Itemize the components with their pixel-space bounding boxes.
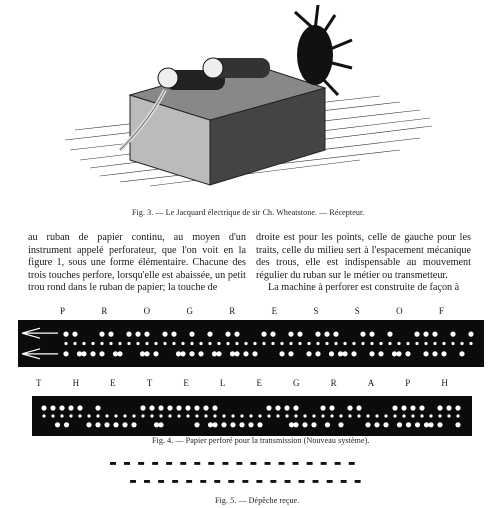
- tape-1-letters: [60, 306, 444, 316]
- center-feed-hole: [78, 414, 81, 417]
- perforation: [158, 422, 163, 427]
- center-feed-hole: [276, 414, 279, 417]
- tape-letter: P: [405, 378, 411, 388]
- perforation: [284, 405, 289, 410]
- perforation: [167, 405, 172, 410]
- center-feed-hole: [154, 342, 157, 345]
- perforation: [450, 332, 455, 337]
- perforation: [216, 351, 221, 356]
- perforation: [356, 405, 361, 410]
- perforation: [104, 422, 109, 427]
- perforation: [329, 405, 334, 410]
- perforation: [302, 422, 307, 427]
- jacquard-receiver-engraving: [60, 0, 480, 205]
- center-feed-hole: [357, 414, 360, 417]
- perforation: [153, 351, 158, 356]
- left-column-text: [28, 232, 246, 295]
- perforation: [140, 405, 145, 410]
- perforation: [468, 332, 473, 337]
- perforation: [203, 405, 208, 410]
- tape-letter: A: [367, 378, 375, 388]
- perforation: [95, 422, 100, 427]
- center-feed-hole: [51, 414, 54, 417]
- perforation: [338, 351, 343, 356]
- received-dispatch-line-1: ▬ ▬ ▬ ▬ ▬ ▬ ▬ ▬ ▬ ▬ ▬ ▬ ▬ ▬ ▬ ▬ ▬ ▬: [110, 458, 356, 469]
- perforation: [63, 332, 68, 337]
- tape-letter: O: [396, 306, 403, 316]
- perforation: [397, 422, 402, 427]
- center-feed-hole: [352, 342, 355, 345]
- perforation: [289, 422, 294, 427]
- center-feed-hole: [249, 414, 252, 417]
- center-feed-hole: [456, 414, 459, 417]
- perforated-tape-2: [32, 396, 472, 436]
- center-feed-hole: [438, 414, 441, 417]
- perforation: [423, 332, 428, 337]
- perforation: [243, 351, 248, 356]
- center-feed-hole: [208, 342, 211, 345]
- center-feed-hole: [289, 342, 292, 345]
- perforation: [293, 405, 298, 410]
- perforation: [234, 332, 239, 337]
- center-feed-hole: [258, 414, 261, 417]
- perforation: [126, 332, 131, 337]
- center-feed-hole: [105, 414, 108, 417]
- perforation: [189, 332, 194, 337]
- perforation: [378, 351, 383, 356]
- perforation: [194, 405, 199, 410]
- center-feed-hole: [379, 342, 382, 345]
- tape-letter: E: [183, 378, 189, 388]
- perforation: [72, 332, 77, 337]
- center-feed-hole: [42, 414, 45, 417]
- perforation: [325, 422, 330, 427]
- center-feed-hole: [280, 342, 283, 345]
- figure-3-caption: Fig. 3. — Le Jacquard électrique de sir Ch. Wheatstone. — Récepteur.: [132, 208, 365, 217]
- center-feed-hole: [460, 342, 463, 345]
- center-feed-hole: [195, 414, 198, 417]
- center-feed-hole: [163, 342, 166, 345]
- tape-letter: G: [186, 306, 193, 316]
- perforation: [419, 405, 424, 410]
- perforation: [176, 351, 181, 356]
- perforation: [329, 351, 334, 356]
- perforation: [55, 422, 60, 427]
- perforation: [207, 332, 212, 337]
- perforation: [387, 332, 392, 337]
- center-feed-hole: [429, 414, 432, 417]
- center-feed-hole: [235, 342, 238, 345]
- center-feed-hole: [370, 342, 373, 345]
- center-feed-hole: [271, 342, 274, 345]
- center-feed-hole: [204, 414, 207, 417]
- perforation: [392, 351, 397, 356]
- center-feed-hole: [114, 414, 117, 417]
- perforation: [90, 351, 95, 356]
- perforation: [383, 422, 388, 427]
- center-feed-hole: [96, 414, 99, 417]
- left-column-paragraph: au ruban de papier continu, au moyen d'un instrument appelé perforateur, que l'on voit en la figure 1, sous une forme élémentaire. Chacune des trois touches perfore, lorsqu'elle est abaissée, un petit trou rond dans le ruban de papier; la touche de: [28, 232, 246, 294]
- perforation: [86, 422, 91, 427]
- center-feed-hole: [100, 342, 103, 345]
- center-feed-hole: [262, 342, 265, 345]
- perforation: [324, 332, 329, 337]
- perforation: [347, 405, 352, 410]
- perforation: [401, 405, 406, 410]
- tape-letter: E: [256, 378, 262, 388]
- perforation: [338, 422, 343, 427]
- center-feed-hole: [348, 414, 351, 417]
- perforation: [212, 422, 217, 427]
- center-feed-hole: [384, 414, 387, 417]
- perforation: [189, 351, 194, 356]
- figure-5-caption: Fig. 5. — Dépêche reçue.: [215, 496, 300, 505]
- perforation: [149, 405, 154, 410]
- tape-letter: E: [271, 306, 278, 316]
- center-feed-hole: [190, 342, 193, 345]
- perforation: [374, 422, 379, 427]
- perforation: [306, 351, 311, 356]
- perforation: [248, 422, 253, 427]
- tape-letter: H: [441, 378, 448, 388]
- perforation: [414, 332, 419, 337]
- perforation: [198, 351, 203, 356]
- tape-letter: T: [36, 378, 42, 388]
- perforation: [257, 422, 262, 427]
- figure-4-caption: Fig. 4. — Papier perforé pour la transmission (Nouveau système).: [152, 436, 370, 445]
- center-feed-hole: [267, 414, 270, 417]
- center-feed-hole: [388, 342, 391, 345]
- perforation: [392, 405, 397, 410]
- perforation: [297, 332, 302, 337]
- tape-letter: R: [330, 378, 337, 388]
- center-feed-hole: [231, 414, 234, 417]
- perforation: [63, 351, 68, 356]
- perforation: [266, 405, 271, 410]
- center-feed-hole: [60, 414, 63, 417]
- perforation: [360, 332, 365, 337]
- tape-letter: R: [229, 306, 236, 316]
- center-feed-hole: [69, 414, 72, 417]
- center-feed-hole: [420, 414, 423, 417]
- perforation: [171, 332, 176, 337]
- perforation: [261, 332, 266, 337]
- perforation: [185, 405, 190, 410]
- perforation: [113, 422, 118, 427]
- center-feed-hole: [442, 342, 445, 345]
- center-feed-hole: [168, 414, 171, 417]
- perforation: [208, 422, 213, 427]
- perforation: [158, 405, 163, 410]
- perforation: [437, 422, 442, 427]
- perforation: [441, 351, 446, 356]
- tape-letter: O: [143, 306, 151, 316]
- perforation: [212, 405, 217, 410]
- perforation: [140, 351, 145, 356]
- perforation: [230, 351, 235, 356]
- perforation: [99, 332, 104, 337]
- perforated-tape-1: [18, 320, 484, 367]
- right-column-paragraph-1: droite est pour les points, celle de gauche pour les traits, celle du milieu sert à l'espacement mécanique des trous, elle est indispensable au mouvement régulier du ruban sur le métier ou transmetteur.: [256, 232, 471, 281]
- perforation: [369, 351, 374, 356]
- perforation: [315, 332, 320, 337]
- center-feed-hole: [321, 414, 324, 417]
- perforation: [162, 332, 167, 337]
- perforation: [311, 422, 316, 427]
- center-feed-hole: [285, 414, 288, 417]
- center-feed-hole: [150, 414, 153, 417]
- perforation: [64, 422, 69, 427]
- center-feed-hole: [244, 342, 247, 345]
- center-feed-hole: [298, 342, 301, 345]
- center-feed-hole: [253, 342, 256, 345]
- perforation: [230, 422, 235, 427]
- center-feed-hole: [375, 414, 378, 417]
- perforation: [428, 422, 433, 427]
- perforation: [41, 405, 46, 410]
- perforation: [131, 422, 136, 427]
- center-feed-hole: [393, 414, 396, 417]
- tape-letter: E: [110, 378, 116, 388]
- perforation: [423, 351, 428, 356]
- perforation: [77, 351, 82, 356]
- tape-letter: G: [293, 378, 300, 388]
- center-feed-hole: [172, 342, 175, 345]
- center-feed-hole: [411, 414, 414, 417]
- center-feed-hole: [303, 414, 306, 417]
- perforation: [122, 422, 127, 427]
- tape-letter: H: [72, 378, 80, 388]
- tape-letter: P: [60, 306, 66, 316]
- center-feed-hole: [226, 342, 229, 345]
- center-feed-hole: [109, 342, 112, 345]
- center-feed-hole: [141, 414, 144, 417]
- center-feed-hole: [402, 414, 405, 417]
- perforation: [81, 351, 86, 356]
- perforation: [144, 332, 149, 337]
- perforation: [320, 405, 325, 410]
- center-feed-hole: [181, 342, 184, 345]
- tape-letter: F: [438, 306, 444, 316]
- center-feed-hole: [339, 414, 342, 417]
- perforation: [333, 332, 338, 337]
- perforation: [288, 332, 293, 337]
- center-feed-hole: [424, 342, 427, 345]
- perforation: [221, 422, 226, 427]
- perforation: [252, 351, 257, 356]
- center-feed-hole: [217, 342, 220, 345]
- perforation: [455, 422, 460, 427]
- perforation: [95, 405, 100, 410]
- center-feed-hole: [91, 342, 94, 345]
- center-feed-hole: [316, 342, 319, 345]
- perforation: [239, 422, 244, 427]
- perforation: [144, 351, 149, 356]
- center-feed-hole: [82, 342, 85, 345]
- center-feed-hole: [87, 414, 90, 417]
- perforation: [270, 332, 275, 337]
- center-feed-hole: [406, 342, 409, 345]
- center-feed-hole: [145, 342, 148, 345]
- perforation: [406, 422, 411, 427]
- perforation: [154, 422, 159, 427]
- perforation: [288, 351, 293, 356]
- right-column-text: [256, 232, 471, 295]
- center-feed-hole: [118, 342, 121, 345]
- perforation: [59, 405, 64, 410]
- perforation: [315, 351, 320, 356]
- perforation: [446, 405, 451, 410]
- center-feed-hole: [361, 342, 364, 345]
- center-feed-hole: [123, 414, 126, 417]
- perforation: [176, 405, 181, 410]
- perforation: [113, 351, 118, 356]
- perforation: [117, 351, 122, 356]
- perforation: [455, 405, 460, 410]
- perforation: [405, 351, 410, 356]
- perforation: [99, 351, 104, 356]
- center-feed-hole: [433, 342, 436, 345]
- center-feed-hole: [73, 342, 76, 345]
- perforation: [369, 332, 374, 337]
- center-feed-hole: [177, 414, 180, 417]
- perforation: [225, 332, 230, 337]
- center-feed-hole: [307, 342, 310, 345]
- perforation: [180, 351, 185, 356]
- center-feed-hole: [199, 342, 202, 345]
- perforation: [365, 422, 370, 427]
- perforation: [459, 351, 464, 356]
- center-feed-hole: [240, 414, 243, 417]
- center-feed-hole: [334, 342, 337, 345]
- right-column-paragraph-2: La machine à perforer est construite de façon à: [268, 282, 460, 294]
- tape-2-letters: [36, 378, 448, 388]
- center-feed-hole: [343, 342, 346, 345]
- perforation: [410, 405, 415, 410]
- center-feed-hole: [186, 414, 189, 417]
- direction-arrow-icon: [22, 349, 58, 359]
- center-feed-hole: [294, 414, 297, 417]
- perforation: [396, 351, 401, 356]
- perforation: [234, 351, 239, 356]
- center-feed-hole: [447, 414, 450, 417]
- perforation: [279, 351, 284, 356]
- perforation: [77, 405, 82, 410]
- perforation: [351, 351, 356, 356]
- tape-letter: R: [101, 306, 108, 316]
- center-feed-hole: [136, 342, 139, 345]
- perforation: [437, 405, 442, 410]
- perforation: [275, 405, 280, 410]
- center-feed-hole: [415, 342, 418, 345]
- tape-letter: L: [219, 378, 226, 388]
- perforation: [108, 332, 113, 337]
- perforation: [432, 332, 437, 337]
- center-feed-hole: [312, 414, 315, 417]
- tape-letter: T: [146, 378, 153, 388]
- center-feed-hole: [451, 342, 454, 345]
- center-feed-hole: [132, 414, 135, 417]
- center-feed-hole: [213, 414, 216, 417]
- center-feed-hole: [366, 414, 369, 417]
- center-feed-hole: [64, 342, 67, 345]
- perforation: [50, 405, 55, 410]
- received-dispatch-line-2: ▬ ▬ ▬ ▬ ▬ ▬ ▬ ▬ ▬ ▬ ▬ ▬ ▬ ▬ ▬ ▬ ▬: [130, 476, 362, 487]
- center-feed-hole: [330, 414, 333, 417]
- center-feed-hole: [127, 342, 130, 345]
- perforation: [212, 351, 217, 356]
- tape-letter: S: [313, 306, 319, 316]
- perforation: [68, 405, 73, 410]
- perforation: [293, 422, 298, 427]
- center-feed-hole: [222, 414, 225, 417]
- tape-letter: S: [354, 306, 360, 316]
- perforation: [194, 422, 199, 427]
- perforation: [432, 351, 437, 356]
- direction-arrow-icon: [22, 328, 58, 338]
- perforation: [342, 351, 347, 356]
- center-feed-hole: [469, 342, 472, 345]
- center-feed-hole: [397, 342, 400, 345]
- perforation: [135, 332, 140, 337]
- center-feed-hole: [159, 414, 162, 417]
- perforation: [424, 422, 429, 427]
- center-feed-hole: [325, 342, 328, 345]
- perforation: [415, 422, 420, 427]
